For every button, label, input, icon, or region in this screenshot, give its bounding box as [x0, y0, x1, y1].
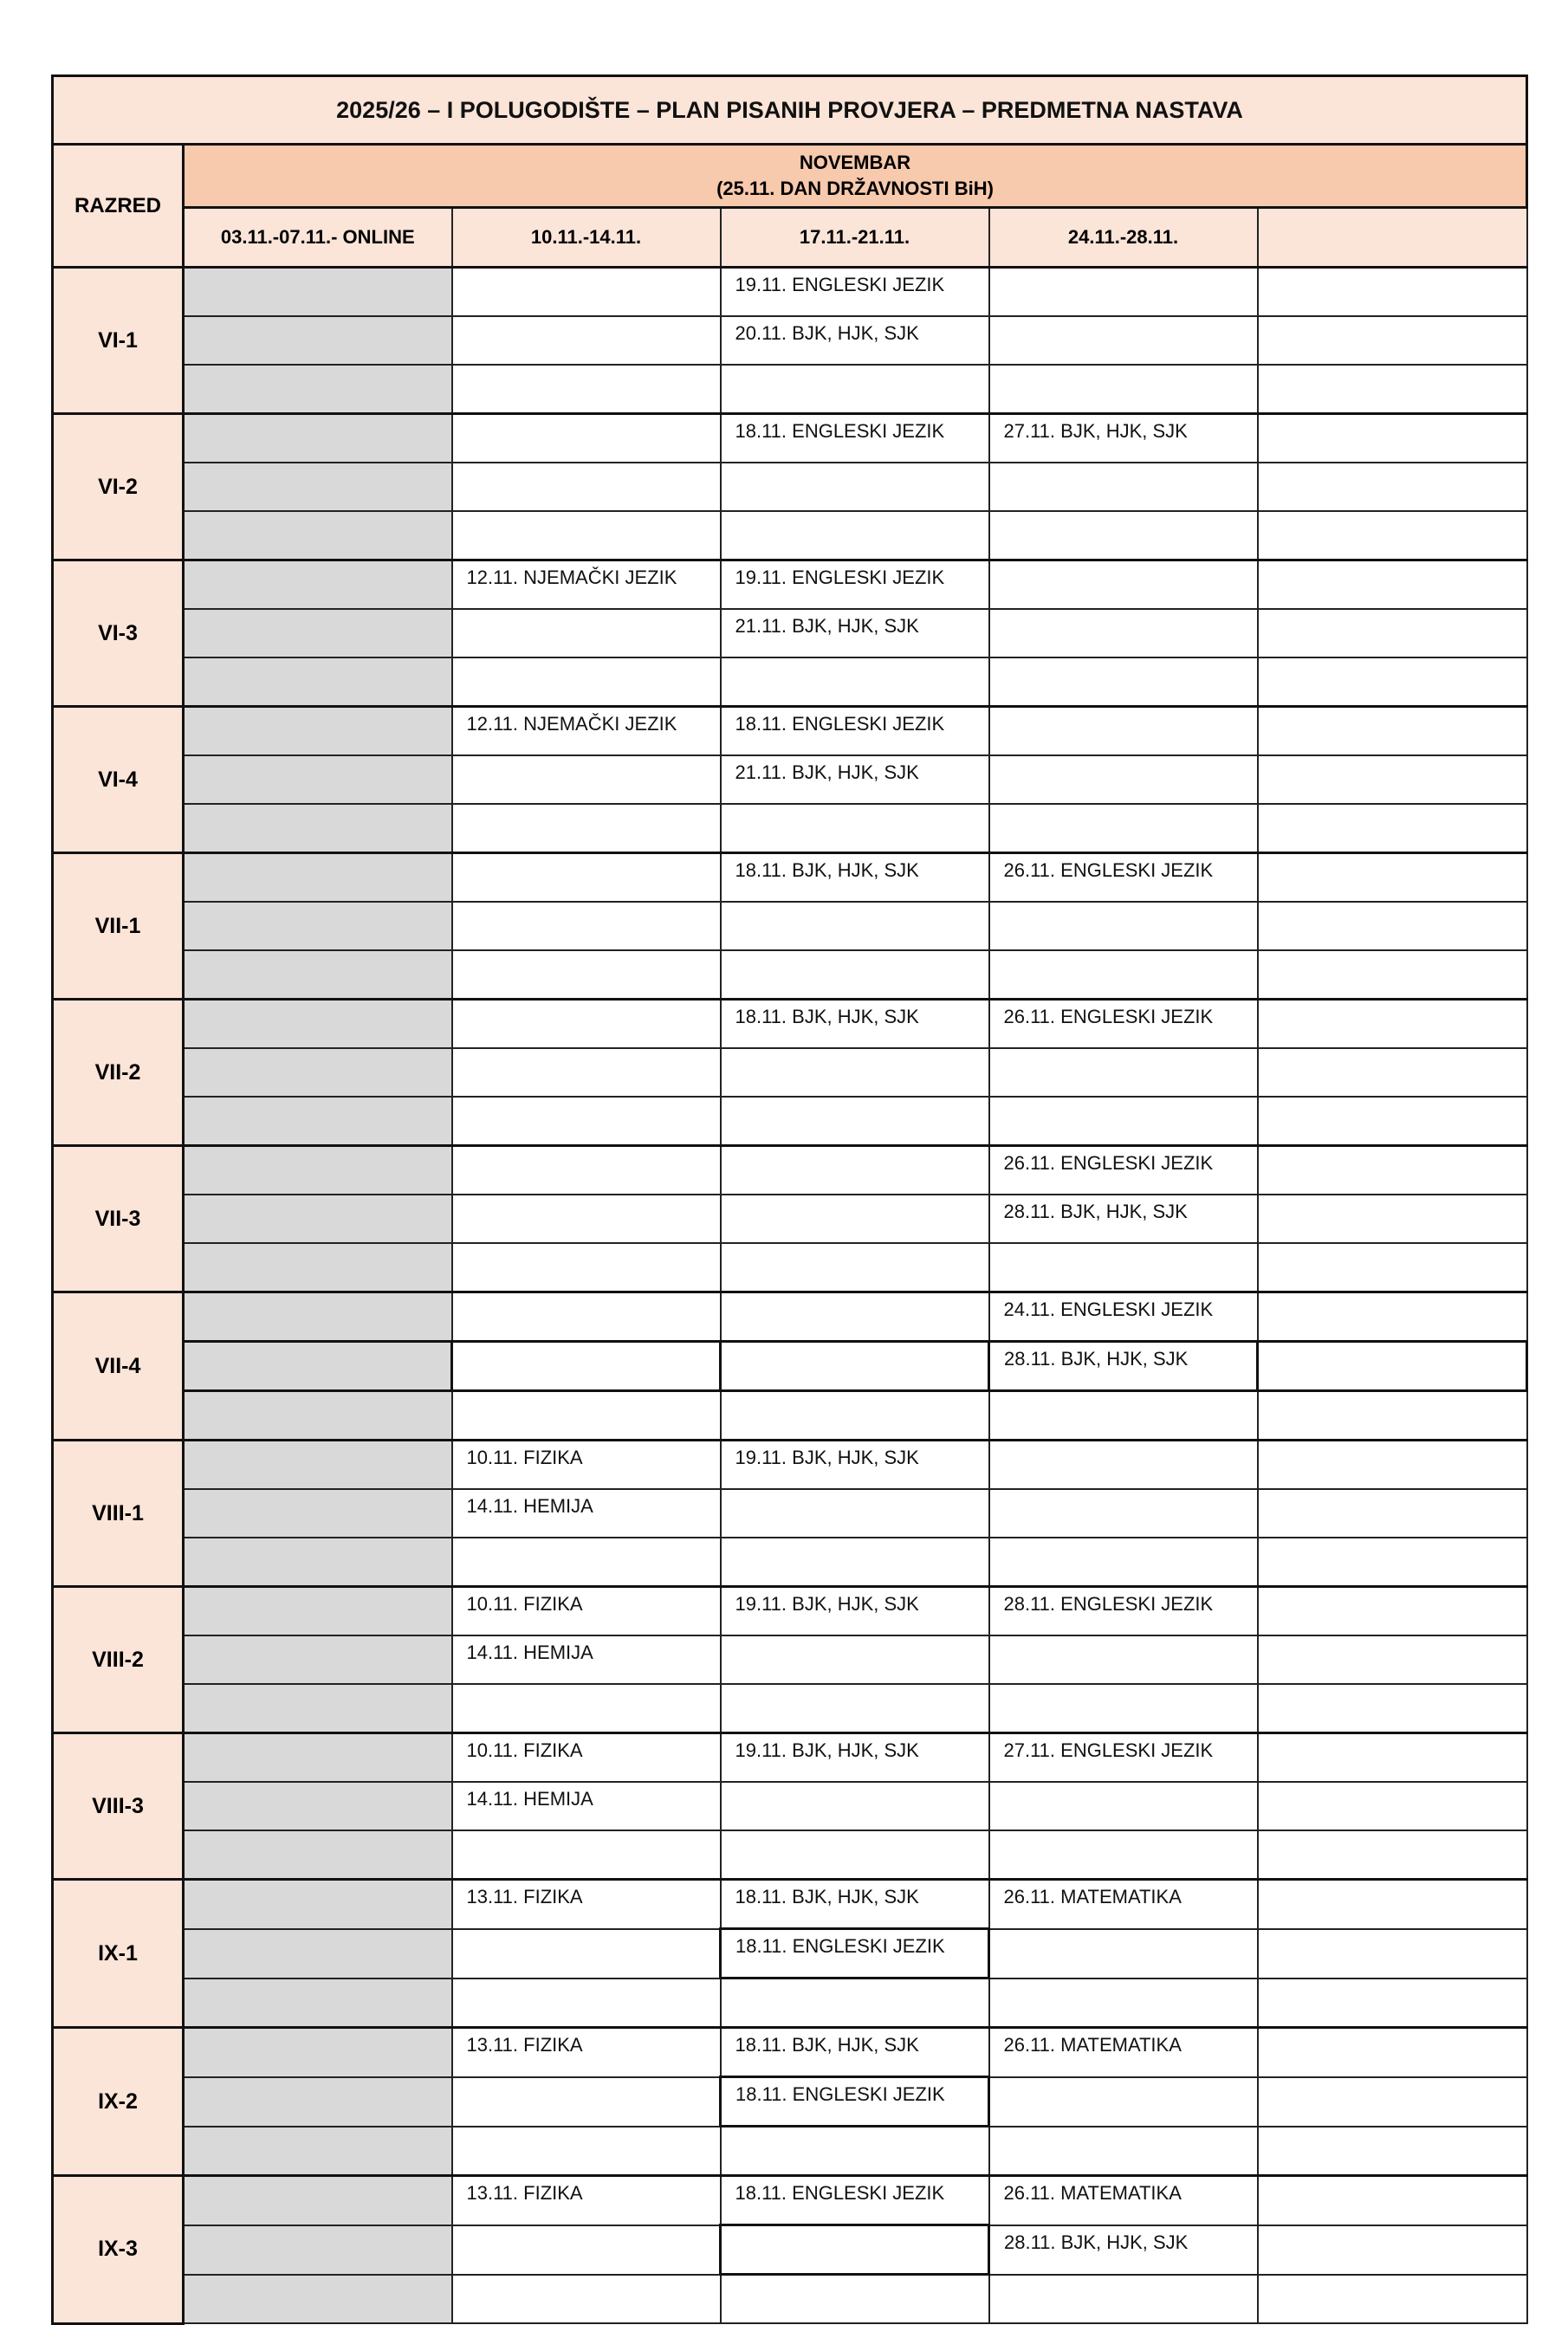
week-header-row — [53, 208, 1527, 268]
exam-cell — [1258, 1782, 1527, 1830]
exam-cell — [721, 1635, 989, 1684]
exam-cell — [452, 755, 721, 804]
exam-cell — [721, 902, 989, 950]
table-row — [53, 1391, 1527, 1441]
exam-cell — [989, 2077, 1258, 2127]
table-row — [53, 268, 1527, 317]
table-row — [53, 1782, 1527, 1830]
schedule-body — [53, 268, 1527, 2324]
exam-cell — [721, 1684, 989, 1733]
class-label: VIII-2 — [53, 1587, 184, 1733]
exam-cell — [452, 609, 721, 657]
online-week-cell — [184, 1146, 452, 1195]
exam-cell — [452, 1292, 721, 1342]
exam-cell — [989, 1929, 1258, 1979]
table-row — [53, 1441, 1527, 1490]
exam-cell — [1258, 2275, 1527, 2324]
exam-cell — [1258, 1441, 1527, 1490]
exam-cell — [989, 560, 1258, 610]
exam-cell — [989, 2275, 1258, 2324]
exam-cell: 21.11. BJK, HJK, SJK — [721, 755, 989, 804]
exam-cell — [721, 1146, 989, 1195]
exam-cell — [989, 755, 1258, 804]
exam-cell — [989, 609, 1258, 657]
online-week-cell — [184, 755, 452, 804]
class-label: VIII-1 — [53, 1441, 184, 1587]
exam-cell — [989, 1979, 1258, 2028]
online-week-cell — [184, 2077, 452, 2127]
exam-cell — [1258, 1243, 1527, 1292]
class-label: VII-4 — [53, 1292, 184, 1441]
online-week-cell — [184, 511, 452, 560]
exam-cell — [452, 950, 721, 1000]
exam-cell — [452, 463, 721, 511]
table-row — [53, 1733, 1527, 1783]
exam-cell — [1258, 657, 1527, 707]
table-row — [53, 1929, 1527, 1979]
table-row — [53, 707, 1527, 756]
table-row — [53, 1097, 1527, 1146]
week-header: 03.11.-07.11.- ONLINE — [184, 208, 452, 268]
week-header — [1258, 208, 1527, 268]
table-row — [53, 1684, 1527, 1733]
online-week-cell — [184, 2127, 452, 2176]
week-header: 17.11.-21.11. — [721, 208, 989, 268]
exam-cell — [721, 1195, 989, 1243]
exam-cell — [989, 1048, 1258, 1097]
exam-cell — [721, 463, 989, 511]
table-row — [53, 414, 1527, 463]
exam-cell: 28.11. BJK, HJK, SJK — [989, 2225, 1258, 2275]
table-row — [53, 1538, 1527, 1587]
exam-cell — [989, 1538, 1258, 1587]
exam-cell — [989, 316, 1258, 365]
exam-cell: 20.11. BJK, HJK, SJK — [721, 316, 989, 365]
exam-cell — [1258, 1097, 1527, 1146]
table-row — [53, 1635, 1527, 1684]
exam-cell: 24.11. ENGLESKI JEZIK — [989, 1292, 1258, 1342]
exam-cell — [452, 1830, 721, 1880]
exam-cell — [1258, 1538, 1527, 1587]
exam-cell — [1258, 755, 1527, 804]
table-row — [53, 1000, 1527, 1049]
razred-header: RAZRED — [53, 145, 184, 268]
exam-cell — [721, 2127, 989, 2176]
exam-cell: 18.11. ENGLESKI JEZIK — [721, 1929, 989, 1979]
week-header: 24.11.-28.11. — [989, 208, 1258, 268]
exam-cell — [1258, 707, 1527, 756]
exam-cell — [721, 1538, 989, 1587]
exam-cell: 28.11. BJK, HJK, SJK — [989, 1195, 1258, 1243]
exam-cell — [721, 950, 989, 1000]
table-row — [53, 2225, 1527, 2275]
online-week-cell — [184, 1733, 452, 1783]
exam-cell — [721, 1292, 989, 1342]
exam-cell: 18.11. ENGLESKI JEZIK — [721, 414, 989, 463]
exam-cell — [721, 1243, 989, 1292]
exam-cell — [1258, 414, 1527, 463]
online-week-cell — [184, 804, 452, 853]
exam-cell — [1258, 365, 1527, 414]
exam-cell — [989, 657, 1258, 707]
online-week-cell — [184, 2275, 452, 2324]
online-week-cell — [184, 1587, 452, 1636]
exam-cell — [452, 1097, 721, 1146]
exam-cell — [452, 1979, 721, 2028]
exam-cell — [1258, 1342, 1527, 1391]
exam-cell: 19.11. BJK, HJK, SJK — [721, 1441, 989, 1490]
online-week-cell — [184, 1538, 452, 1587]
exam-cell: 26.11. MATEMATIKA — [989, 2176, 1258, 2225]
online-week-cell — [184, 268, 452, 317]
table-row — [53, 1342, 1527, 1391]
online-week-cell — [184, 1097, 452, 1146]
table-row — [53, 1146, 1527, 1195]
exam-cell: 14.11. HEMIJA — [452, 1782, 721, 1830]
page-title: 2025/26 – I POLUGODIŠTE – PLAN PISANIH PROVJERA – PREDMETNA NASTAVA — [53, 76, 1527, 145]
class-label: VII-3 — [53, 1146, 184, 1292]
exam-cell — [721, 657, 989, 707]
class-label: VI-2 — [53, 414, 184, 560]
exam-cell: 26.11. MATEMATIKA — [989, 1880, 1258, 1929]
online-week-cell — [184, 1489, 452, 1538]
online-week-cell — [184, 2028, 452, 2077]
table-row — [53, 316, 1527, 365]
exam-cell — [1258, 853, 1527, 903]
online-week-cell — [184, 1391, 452, 1441]
online-week-cell — [184, 1441, 452, 1490]
online-week-cell — [184, 1243, 452, 1292]
exam-cell — [721, 1830, 989, 1880]
exam-cell: 28.11. ENGLESKI JEZIK — [989, 1587, 1258, 1636]
exam-cell: 18.11. BJK, HJK, SJK — [721, 1000, 989, 1049]
exam-cell: 13.11. FIZIKA — [452, 2028, 721, 2077]
table-row — [53, 755, 1527, 804]
exam-cell — [721, 1048, 989, 1097]
exam-cell: 14.11. HEMIJA — [452, 1489, 721, 1538]
exam-cell — [1258, 2028, 1527, 2077]
online-week-cell — [184, 1342, 452, 1391]
online-week-cell — [184, 1782, 452, 1830]
exam-cell — [452, 2225, 721, 2275]
exam-cell — [452, 414, 721, 463]
exam-cell: 18.11. ENGLESKI JEZIK — [721, 707, 989, 756]
class-label: VI-1 — [53, 268, 184, 414]
exam-cell — [452, 804, 721, 853]
online-week-cell — [184, 1830, 452, 1880]
month-name: NOVEMBAR — [799, 152, 911, 173]
exam-cell — [989, 511, 1258, 560]
exam-cell — [989, 1489, 1258, 1538]
exam-cell — [1258, 1195, 1527, 1243]
exam-cell — [989, 1243, 1258, 1292]
exam-cell — [989, 1097, 1258, 1146]
exam-cell — [1258, 1000, 1527, 1049]
exam-cell — [1258, 1489, 1527, 1538]
online-week-cell — [184, 609, 452, 657]
exam-cell — [452, 902, 721, 950]
table-row — [53, 902, 1527, 950]
exam-cell — [721, 1782, 989, 1830]
exam-cell — [989, 1782, 1258, 1830]
exam-cell — [1258, 463, 1527, 511]
class-label: IX-3 — [53, 2176, 184, 2324]
exam-cell: 21.11. BJK, HJK, SJK — [721, 609, 989, 657]
online-week-cell — [184, 1635, 452, 1684]
exam-cell: 10.11. FIZIKA — [452, 1587, 721, 1636]
class-label: VIII-3 — [53, 1733, 184, 1880]
exam-cell: 13.11. FIZIKA — [452, 2176, 721, 2225]
online-week-cell — [184, 2225, 452, 2275]
exam-cell — [1258, 1733, 1527, 1783]
class-label: VII-2 — [53, 1000, 184, 1146]
exam-cell — [721, 365, 989, 414]
exam-cell: 26.11. ENGLESKI JEZIK — [989, 1146, 1258, 1195]
exam-cell — [989, 902, 1258, 950]
exam-cell — [1258, 1830, 1527, 1880]
online-week-cell — [184, 1048, 452, 1097]
exam-cell — [721, 804, 989, 853]
table-row — [53, 1489, 1527, 1538]
table-row — [53, 2028, 1527, 2077]
exam-cell — [1258, 1391, 1527, 1441]
exam-cell — [452, 511, 721, 560]
exam-cell: 13.11. FIZIKA — [452, 1880, 721, 1929]
online-week-cell — [184, 316, 452, 365]
exam-cell — [1258, 1635, 1527, 1684]
exam-cell: 19.11. BJK, HJK, SJK — [721, 1587, 989, 1636]
exam-cell — [1258, 804, 1527, 853]
exam-cell: 27.11. ENGLESKI JEZIK — [989, 1733, 1258, 1783]
schedule-document — [51, 74, 1526, 2325]
table-row — [53, 365, 1527, 414]
class-label: IX-1 — [53, 1880, 184, 2028]
exam-cell: 14.11. HEMIJA — [452, 1635, 721, 1684]
exam-cell: 18.11. BJK, HJK, SJK — [721, 1880, 989, 1929]
exam-cell — [1258, 560, 1527, 610]
exam-cell — [452, 1391, 721, 1441]
class-label: IX-2 — [53, 2028, 184, 2176]
class-label: VII-1 — [53, 853, 184, 1000]
online-week-cell — [184, 414, 452, 463]
table-row — [53, 1048, 1527, 1097]
online-week-cell — [184, 853, 452, 903]
exam-cell — [989, 1441, 1258, 1490]
table-row — [53, 463, 1527, 511]
exam-cell: 10.11. FIZIKA — [452, 1441, 721, 1490]
online-week-cell — [184, 657, 452, 707]
exam-cell: 18.11. ENGLESKI JEZIK — [721, 2077, 989, 2127]
table-row — [53, 511, 1527, 560]
table-row — [53, 1830, 1527, 1880]
exam-cell: 26.11. ENGLESKI JEZIK — [989, 853, 1258, 903]
exam-cell — [452, 2275, 721, 2324]
exam-cell — [452, 316, 721, 365]
exam-cell — [1258, 1587, 1527, 1636]
exam-cell — [721, 511, 989, 560]
table-row — [53, 560, 1527, 610]
exam-cell — [1258, 1146, 1527, 1195]
online-week-cell — [184, 1979, 452, 2028]
class-label: VI-3 — [53, 560, 184, 707]
exam-cell — [1258, 316, 1527, 365]
exam-cell — [721, 2275, 989, 2324]
table-row — [53, 2275, 1527, 2324]
month-note: (25.11. DAN DRŽAVNOSTI BiH) — [716, 178, 994, 199]
class-label: VI-4 — [53, 707, 184, 853]
online-week-cell — [184, 1000, 452, 1049]
exam-cell — [989, 1684, 1258, 1733]
exam-cell — [452, 2127, 721, 2176]
exam-cell — [1258, 1684, 1527, 1733]
online-week-cell — [184, 707, 452, 756]
exam-cell — [452, 2077, 721, 2127]
exam-cell — [989, 2127, 1258, 2176]
online-week-cell — [184, 1684, 452, 1733]
exam-cell — [452, 853, 721, 903]
exam-cell: 19.11. ENGLESKI JEZIK — [721, 560, 989, 610]
exam-cell: 10.11. FIZIKA — [452, 1733, 721, 1783]
exam-cell — [1258, 511, 1527, 560]
exam-cell — [989, 1391, 1258, 1441]
exam-cell — [452, 1243, 721, 1292]
online-week-cell — [184, 1880, 452, 1929]
exam-cell — [721, 1979, 989, 2028]
exam-cell — [452, 1195, 721, 1243]
exam-cell: 18.11. ENGLESKI JEZIK — [721, 2176, 989, 2225]
table-row — [53, 1243, 1527, 1292]
table-row — [53, 1292, 1527, 1342]
exam-cell — [1258, 268, 1527, 317]
exam-cell — [1258, 1048, 1527, 1097]
table-row — [53, 804, 1527, 853]
exam-cell — [452, 1048, 721, 1097]
exam-cell: 26.11. ENGLESKI JEZIK — [989, 1000, 1258, 1049]
exam-cell — [989, 463, 1258, 511]
table-row — [53, 657, 1527, 707]
table-row — [53, 2127, 1527, 2176]
online-week-cell — [184, 560, 452, 610]
exam-cell — [721, 1342, 989, 1391]
online-week-cell — [184, 365, 452, 414]
exam-cell: 19.11. ENGLESKI JEZIK — [721, 268, 989, 317]
table-row — [53, 1979, 1527, 2028]
exam-cell — [1258, 2127, 1527, 2176]
exam-cell — [452, 1146, 721, 1195]
exam-cell: 12.11. NJEMAČKI JEZIK — [452, 707, 721, 756]
table-row — [53, 853, 1527, 903]
exam-cell: 19.11. BJK, HJK, SJK — [721, 1733, 989, 1783]
exam-cell: 18.11. BJK, HJK, SJK — [721, 853, 989, 903]
exam-cell: 26.11. MATEMATIKA — [989, 2028, 1258, 2077]
exam-cell — [1258, 950, 1527, 1000]
table-row — [53, 609, 1527, 657]
exam-cell — [989, 804, 1258, 853]
exam-cell — [721, 1489, 989, 1538]
exam-cell: 27.11. BJK, HJK, SJK — [989, 414, 1258, 463]
online-week-cell — [184, 950, 452, 1000]
table-row — [53, 1880, 1527, 1929]
week-header: 10.11.-14.11. — [452, 208, 721, 268]
exam-cell — [989, 365, 1258, 414]
schedule-table — [51, 74, 1528, 2325]
exam-cell: 28.11. BJK, HJK, SJK — [989, 1342, 1258, 1391]
online-week-cell — [184, 1929, 452, 1979]
table-row — [53, 2077, 1527, 2127]
exam-cell — [452, 1000, 721, 1049]
exam-cell — [452, 268, 721, 317]
exam-cell — [721, 1391, 989, 1441]
online-week-cell — [184, 1195, 452, 1243]
exam-cell — [452, 1684, 721, 1733]
exam-cell — [1258, 2225, 1527, 2275]
exam-cell — [1258, 902, 1527, 950]
exam-cell — [452, 365, 721, 414]
month-header — [184, 145, 1527, 208]
exam-cell — [1258, 2077, 1527, 2127]
exam-cell — [1258, 1979, 1527, 2028]
exam-cell — [721, 1097, 989, 1146]
exam-cell — [1258, 1880, 1527, 1929]
exam-cell — [1258, 609, 1527, 657]
exam-cell — [452, 1538, 721, 1587]
exam-cell — [989, 1635, 1258, 1684]
exam-cell — [989, 268, 1258, 317]
online-week-cell — [184, 902, 452, 950]
exam-cell — [1258, 1929, 1527, 1979]
online-week-cell — [184, 1292, 452, 1342]
exam-cell — [452, 1342, 721, 1391]
table-row — [53, 950, 1527, 1000]
table-row — [53, 1195, 1527, 1243]
exam-cell — [989, 707, 1258, 756]
exam-cell — [989, 950, 1258, 1000]
exam-cell — [452, 657, 721, 707]
exam-cell — [1258, 1292, 1527, 1342]
table-row — [53, 1587, 1527, 1636]
exam-cell — [452, 1929, 721, 1979]
exam-cell — [989, 1830, 1258, 1880]
exam-cell — [721, 2225, 989, 2275]
exam-cell: 12.11. NJEMAČKI JEZIK — [452, 560, 721, 610]
exam-cell: 18.11. BJK, HJK, SJK — [721, 2028, 989, 2077]
online-week-cell — [184, 463, 452, 511]
